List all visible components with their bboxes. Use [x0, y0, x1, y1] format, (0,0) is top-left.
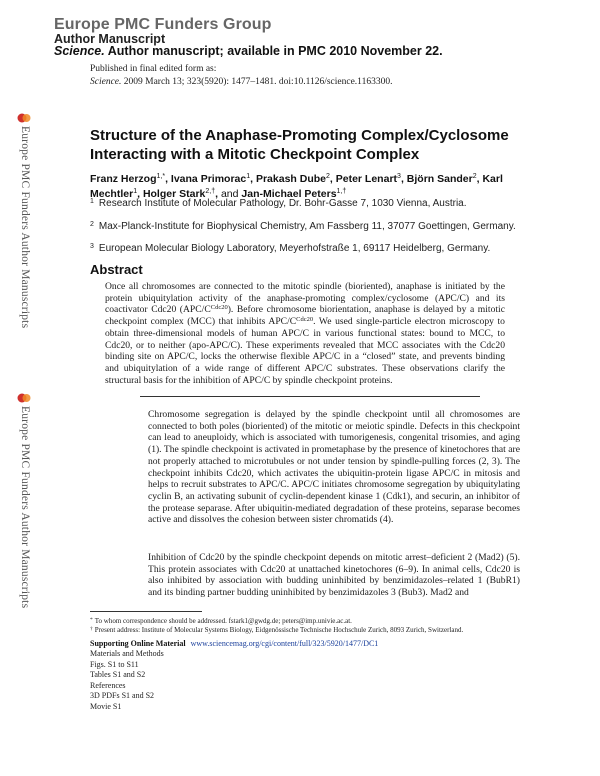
footnote-symbol: * — [90, 617, 93, 623]
body-paragraph: Chromosome segregation is delayed by the spindle checkpoint until all chromosomes are connected to both poles (bioriented) of the mitotic or meiotic spindle. Defects in this checkpoint can lead to aneuploidy, which is associated with tumorigenesis, congenital trisomies, and aging (1). The spindle checkpoint is activated in prometaphase by the presence of kinetochores that are not properly attached to microtubules or not under tension by spindle-pulling forces (2, 3). The checkpoint inhibits Cdc20, which activates the ubiquitin-protein ligase APC/C in mitosis and helps to recruit substrates to APC/C. APC/C initiates chromosome segregation by ubiquitylating cyclin B, an activating subunit of cyclin-dependent kinase 1 (Cdk1), and securin, an inhibitor of the protease separase. After ubiquitin-mediated degradation of these proteins, separase becomes active and dissolves the cohesion between sister chromatids (4). — [148, 409, 520, 526]
supporting-label: Supporting Online Material — [90, 639, 186, 648]
author-sup: 2,† — [205, 188, 216, 195]
supporting-item: References — [90, 680, 126, 690]
citation-line — [90, 77, 392, 87]
author-manuscript-label: Author Manuscript — [54, 32, 166, 46]
affiliation-number: 1 — [90, 198, 94, 205]
affiliation-text: Max-Planck-Institute for Biophysical Chemistry, Am Fassberg 11, 37077 Goettingen, Germany. — [98, 221, 516, 232]
europe-pmc-logo-icon — [17, 112, 31, 124]
author: Björn Sander — [406, 173, 473, 185]
footnote-text: To whom correspondence should be addressed. fstark1@gwdg.de; peters@imp.univie.ac.at. — [94, 617, 352, 625]
author: Prakash Dube — [255, 173, 326, 185]
abstract-heading: Abstract — [90, 262, 143, 277]
footnote-divider — [90, 611, 202, 612]
abstract-part: ). Before chromosome biorientation, anaphase is delayed by a mitotic checkpoint complex (MCC) that inhibits APC/C — [105, 304, 505, 328]
author-sup: 2 — [326, 173, 330, 180]
side-label-bottom — [14, 392, 36, 622]
author-sup: 1 — [246, 173, 251, 180]
published-label: Published in final edited form as: — [90, 64, 217, 74]
header-journal: Science. — [54, 44, 105, 58]
europe-pmc-logo-icon — [17, 392, 31, 404]
body-paragraph: Inhibition of Cdc20 by the spindle checkpoint depends on mitotic arrest–deficient 2 (Mad2) (5). This protein associates with Cdc20 at unattached kinetochores (6–9). In animal cells, Cdc20 is also inhibited by association with budding uninhibited by benzimidazoles–related 1 (BubR1) and its binding partner budding uninhibited by benzimidazoles 3 (Bub3). Mad2 and — [148, 552, 520, 599]
footnote-text: Present address: Institute of Molecular Systems Biology, Eidgenössische Technische Hochschule Zurich, 8093 Zurich, Switzerland. — [94, 626, 464, 634]
author-list: Franz Herzog$^{1,*}$, Ivana Primorac$^1$, Prakash Dube$^2$, Peter Lenart$^3$, Björn Sander$^2$, Karl Mechtler$^1$, Holger Stark$^{2,\dagger}$, and Jan-Michael Peters$^{1,\dagger}$ — [90, 173, 503, 200]
footnote — [90, 617, 520, 626]
side-label-text: Europe PMC Funders Author Manuscripts — [19, 406, 31, 609]
citation-journal: Science. — [90, 77, 122, 87]
supporting-item: Materials and Methods — [90, 649, 164, 658]
abstract-part: Once all chromosomes are connected to the mitotic spindle (bioriented), anaphase is initiated by the protein ubiquitylation activity of the anaphase-promoting complex/cyclosome (APC/C) and its coactivator Cdc20 (APC/C — [105, 281, 505, 316]
funders-group-title: Europe PMC Funders Group — [54, 16, 272, 33]
abstract-text — [105, 281, 505, 386]
supporting-item: Movie S1 — [90, 701, 122, 711]
author-sup: 3 — [397, 173, 401, 180]
supporting-item: Tables S1 and S2 — [90, 670, 146, 680]
author-sup: 1,* — [156, 173, 166, 180]
author: Karl Mechtler — [90, 173, 503, 200]
citation-details: 2009 March 13; 323(5920): 1477–1481. doi:10.1126/science.1163300. — [123, 77, 393, 87]
affiliation — [90, 243, 530, 254]
author: Peter Lenart — [335, 173, 398, 185]
affiliation — [90, 198, 530, 209]
supporting-list — [90, 649, 164, 713]
footnote-symbol: † — [90, 626, 93, 632]
author: Holger Stark — [142, 188, 206, 200]
affiliation-text: Research Institute of Molecular Pathology, Dr. Bohr-Gasse 7, 1030 Vienna, Austria. — [98, 198, 467, 209]
affiliation-text: European Molecular Biology Laboratory, Meyerhofstraße 1, 69117 Heidelberg, Germany. — [98, 243, 491, 254]
abstract-sup: Cdc20 — [296, 316, 314, 324]
side-label-top — [14, 112, 36, 342]
abstract-divider — [140, 396, 480, 397]
side-label-text: Europe PMC Funders Author Manuscripts — [19, 126, 31, 329]
footnote — [90, 626, 520, 635]
author: Ivana Primorac — [170, 173, 247, 185]
author: Franz Herzog — [90, 173, 157, 185]
supporting-item: Figs. S1 to S11 — [90, 659, 139, 669]
supporting-link[interactable]: www.sciencemag.org/cgi/content/full/323/5920/1477/DC1 — [190, 639, 379, 648]
affiliation-number: 3 — [90, 243, 94, 250]
abstract-part: . We used single-particle electron microscopy to obtain three-dimensional models of human APC/C in various functional states: bound to MCC, to Cdc20, or to neither (apo-APC/C). These experiments revealed that MCC associates with the Cdc20 binding site on APC/C, locks the otherwise flexible APC/C in a “closed” state, and prevents binding and ubiquitylation of a wide range of different APC/C substrates. These observations clarify the structural basis for the inhibition of APC/C by spindle checkpoint proteins. — [105, 316, 505, 386]
abstract-sup: Cdc20 — [210, 304, 228, 312]
author-sup: 1,† — [336, 188, 347, 195]
author: Jan-Michael Peters — [241, 188, 337, 200]
author-sup: 1 — [133, 188, 138, 195]
author-and: and — [220, 188, 239, 200]
article-title: Structure of the Anaphase-Promoting Complex/Cyclosome Interacting with a Mitotic Checkpoint Complex — [90, 127, 509, 163]
affiliation-number: 2 — [90, 221, 94, 228]
supporting-item: 3D PDFs S1 and S2 — [90, 691, 155, 701]
supporting-material — [90, 639, 378, 648]
affiliation — [90, 221, 530, 232]
availability-line — [54, 44, 443, 58]
author-sup: 2 — [472, 173, 477, 180]
header-availability: Author manuscript; available in PMC 2010 November 22. — [107, 44, 443, 58]
